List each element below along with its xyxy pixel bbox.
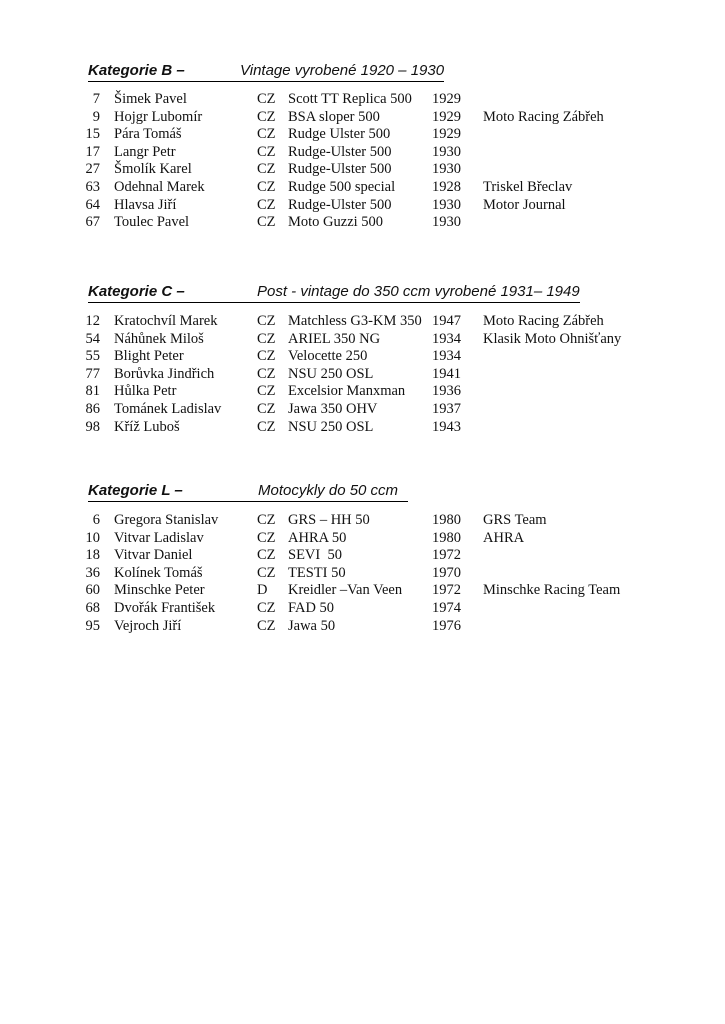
machine-name: Kreidler –Van Veen <box>288 582 403 599</box>
rider-number: 95 <box>85 617 100 634</box>
country-code: CZ <box>257 196 276 213</box>
year-built: 1930 <box>432 161 461 178</box>
year-built: 1930 <box>432 196 461 213</box>
country-code: CZ <box>257 547 276 564</box>
rider-name: Náhůnek Miloš <box>114 330 204 347</box>
rider-number: 9 <box>92 108 100 125</box>
section-subtitle: Vintage vyrobené 1920 – 1930 <box>240 62 445 79</box>
machine-name: SEVI 50 <box>288 547 342 564</box>
rider-name: Blight Peter <box>114 348 184 365</box>
section-subtitle: Post - vintage do 350 ccm vyrobené 1931– 1949 <box>257 283 580 300</box>
year-built: 1980 <box>432 512 461 528</box>
rider-number: 86 <box>85 400 100 417</box>
year-built: 1936 <box>432 383 461 400</box>
table-row <box>0 419 725 437</box>
table-row <box>0 161 725 179</box>
rider-number: 60 <box>85 582 100 599</box>
rider-name: Minschke Peter <box>114 582 205 599</box>
team-name <box>483 600 725 618</box>
year-built: 1930 <box>432 214 461 231</box>
year-built: 1970 <box>432 564 461 581</box>
team-name <box>483 383 725 401</box>
country-code: CZ <box>257 617 276 634</box>
rider-number: 77 <box>85 365 100 382</box>
rider-number: 7 <box>92 91 100 107</box>
team-name <box>483 144 725 162</box>
table-row <box>0 109 725 127</box>
table-row <box>0 214 725 232</box>
rider-name: Toulec Pavel <box>114 214 190 231</box>
machine-name: BSA sloper 500 <box>288 108 380 125</box>
table-row <box>0 565 725 583</box>
team-name: Triskel Břeclav <box>483 178 573 195</box>
machine-name: TESTI 50 <box>288 564 346 581</box>
machine-name: NSU 250 OSL <box>288 365 374 382</box>
country-code: CZ <box>257 91 276 107</box>
machine-name: FAD 50 <box>288 599 335 616</box>
team-name: Minschke Racing Team <box>483 582 621 599</box>
country-code: CZ <box>257 512 276 528</box>
rider-number: 18 <box>85 547 100 564</box>
table-row <box>0 331 725 349</box>
entry-table-kategorie-b <box>0 91 725 232</box>
country-code: CZ <box>257 383 276 400</box>
table-row <box>0 366 725 384</box>
rider-name: Hlavsa Jiří <box>114 196 177 213</box>
rider-name: Kříž Luboš <box>114 418 180 435</box>
team-name: Moto Racing Zábřeh <box>483 313 604 329</box>
year-built: 1929 <box>432 126 461 143</box>
table-row <box>0 383 725 401</box>
rider-name: Kolínek Tomáš <box>114 564 203 581</box>
year-built: 1976 <box>432 617 461 634</box>
table-row <box>0 618 725 636</box>
rider-number: 64 <box>85 196 100 213</box>
machine-name: Rudge 500 special <box>288 178 396 195</box>
rider-name: Vitvar Ladislav <box>114 529 204 546</box>
machine-name: NSU 250 OSL <box>288 418 374 435</box>
rider-number: 27 <box>85 161 100 178</box>
table-row <box>0 582 725 600</box>
machine-name: Velocette 250 <box>288 348 368 365</box>
rider-number: 63 <box>85 178 100 195</box>
section-header-kategorie-b <box>88 62 444 82</box>
table-row <box>0 512 725 530</box>
machine-name: GRS – HH 50 <box>288 512 370 528</box>
rider-name: Kratochvíl Marek <box>114 313 218 329</box>
rider-number: 54 <box>85 330 100 347</box>
machine-name: AHRA 50 <box>288 529 347 546</box>
team-name <box>483 348 725 366</box>
year-built: 1972 <box>432 582 461 599</box>
team-name <box>483 366 725 384</box>
team-name <box>483 91 725 109</box>
section-title: Kategorie C – <box>88 283 185 300</box>
table-row <box>0 547 725 565</box>
table-row <box>0 126 725 144</box>
machine-name: Matchless G3-KM 350 <box>288 313 422 329</box>
rider-number: 55 <box>85 348 100 365</box>
section-title: Kategorie L – <box>88 482 183 499</box>
year-built: 1980 <box>432 529 461 546</box>
country-code: CZ <box>257 529 276 546</box>
year-built: 1947 <box>432 313 461 329</box>
table-row <box>0 179 725 197</box>
table-row <box>0 144 725 162</box>
section-header-kategorie-c <box>88 283 580 303</box>
country-code: CZ <box>257 126 276 143</box>
table-row <box>0 530 725 548</box>
rider-number: 6 <box>92 512 100 528</box>
country-code: CZ <box>257 348 276 365</box>
team-name: Motor Journal <box>483 196 566 213</box>
year-built: 1943 <box>432 418 461 435</box>
table-row <box>0 348 725 366</box>
country-code: CZ <box>257 418 276 435</box>
team-name <box>483 401 725 419</box>
table-row <box>0 197 725 215</box>
machine-name: Rudge-Ulster 500 <box>288 196 392 213</box>
machine-name: Scott TT Replica 500 <box>288 91 412 107</box>
country-code: CZ <box>257 108 276 125</box>
team-name: Klasik Moto Ohnišťany <box>483 330 622 347</box>
machine-name: Rudge-Ulster 500 <box>288 143 392 160</box>
machine-name: Rudge Ulster 500 <box>288 126 391 143</box>
team-name <box>483 126 725 144</box>
team-name <box>483 419 725 437</box>
rider-number: 67 <box>85 214 100 231</box>
team-name <box>483 161 725 179</box>
team-name: Moto Racing Zábřeh <box>483 108 604 125</box>
table-row <box>0 401 725 419</box>
entry-table-kategorie-c <box>0 313 725 436</box>
rider-number: 68 <box>85 599 100 616</box>
country-code: CZ <box>257 365 276 382</box>
country-code: CZ <box>257 143 276 160</box>
rider-name: Pára Tomáš <box>114 126 182 143</box>
country-code: CZ <box>257 599 276 616</box>
year-built: 1928 <box>432 178 461 195</box>
table-row <box>0 600 725 618</box>
table-row <box>0 313 725 331</box>
rider-number: 98 <box>85 418 100 435</box>
team-name <box>483 214 725 232</box>
rider-name: Langr Petr <box>114 143 176 160</box>
year-built: 1972 <box>432 547 461 564</box>
year-built: 1930 <box>432 143 461 160</box>
machine-name: Moto Guzzi 500 <box>288 214 384 231</box>
country-code: CZ <box>257 330 276 347</box>
team-name <box>483 565 725 583</box>
entry-table-kategorie-l <box>0 512 725 635</box>
team-name <box>483 547 725 565</box>
year-built: 1929 <box>432 108 461 125</box>
rider-name: Gregora Stanislav <box>114 512 219 528</box>
year-built: 1937 <box>432 400 461 417</box>
country-code: CZ <box>257 214 276 231</box>
section-title: Kategorie B – <box>88 62 185 79</box>
machine-name: ARIEL 350 NG <box>288 330 381 347</box>
country-code: CZ <box>257 313 276 329</box>
year-built: 1929 <box>432 91 461 107</box>
rider-name: Vejroch Jiří <box>114 617 182 634</box>
rider-number: 10 <box>85 529 100 546</box>
machine-name: Excelsior Manxman <box>288 383 406 400</box>
team-name: GRS Team <box>483 512 547 528</box>
year-built: 1941 <box>432 365 461 382</box>
country-code: CZ <box>257 161 276 178</box>
country-code: CZ <box>257 178 276 195</box>
machine-name: Jawa 50 <box>288 617 336 634</box>
rider-name: Vitvar Daniel <box>114 547 193 564</box>
year-built: 1934 <box>432 348 461 365</box>
year-built: 1974 <box>432 599 461 616</box>
machine-name: Jawa 350 OHV <box>288 400 378 417</box>
rider-name: Šmolík Karel <box>114 161 192 178</box>
machine-name: Rudge-Ulster 500 <box>288 161 392 178</box>
rider-name: Odehnal Marek <box>114 178 205 195</box>
section-subtitle: Motocykly do 50 ccm <box>258 482 399 499</box>
rider-name: Hojgr Lubomír <box>114 108 203 125</box>
rider-number: 36 <box>85 564 100 581</box>
team-name <box>483 618 725 636</box>
rider-name: Hůlka Petr <box>114 383 177 400</box>
section-header-kategorie-l <box>88 482 408 502</box>
country-code: CZ <box>257 564 276 581</box>
rider-number: 12 <box>85 313 100 329</box>
rider-name: Šimek Pavel <box>114 91 187 107</box>
country-code: CZ <box>257 400 276 417</box>
rider-name: Borůvka Jindřich <box>114 365 215 382</box>
rider-name: Dvořák František <box>114 599 216 616</box>
team-name: AHRA <box>483 529 525 546</box>
rider-number: 17 <box>85 143 100 160</box>
rider-name: Tománek Ladislav <box>114 400 222 417</box>
country-code: D <box>257 582 268 599</box>
rider-number: 81 <box>85 383 100 400</box>
rider-number: 15 <box>85 126 100 143</box>
year-built: 1934 <box>432 330 461 347</box>
table-row <box>0 91 725 109</box>
